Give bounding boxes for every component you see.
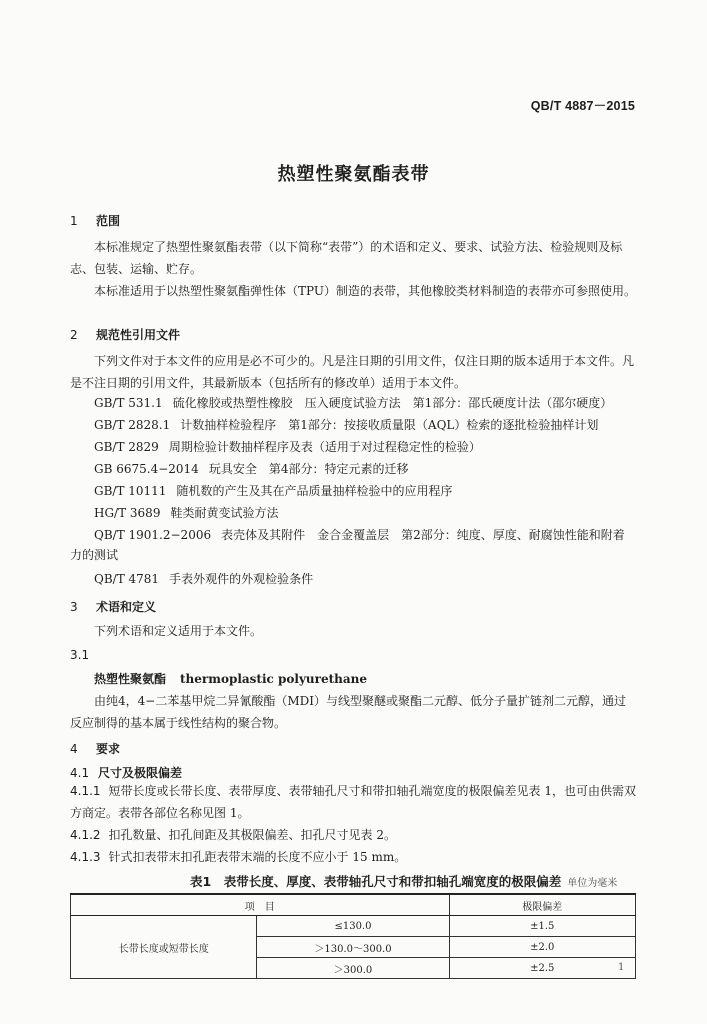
reference-code: GB 6675.4−2014 — [94, 462, 199, 476]
reference-item — [94, 460, 408, 477]
table-cell-tolerance: ±2.0 — [449, 937, 635, 958]
reference-item — [94, 416, 598, 433]
reference-code: QB/T 1901.2−2006 — [94, 528, 212, 542]
standard-code: QB/T 4887－2015 — [530, 99, 635, 113]
table-cell-range: ≤130.0 — [257, 916, 449, 937]
table-1-caption — [190, 872, 617, 890]
section-title: 术语和定义 — [96, 600, 157, 614]
table-header-tolerance: 极限偏差 — [449, 894, 635, 916]
section-title: 范围 — [96, 214, 121, 228]
reference-title: 随机数的产生及其在产品质量抽样检验中的应用程序 — [176, 484, 453, 498]
table-cell-range: ＞300.0 — [257, 958, 449, 979]
reference-item — [94, 482, 452, 499]
clause-title: 尺寸及极限偏差 — [98, 766, 183, 780]
table-cell-tolerance: ±2.5 — [449, 958, 635, 979]
document-title: 热塑性聚氨酯表带 — [277, 164, 430, 185]
reference-item — [94, 570, 313, 587]
reference-title: 硫化橡胶或热塑性橡胶 压入硬度试验方法 第1部分：邵氏硬度计法（邵尔硬度） — [172, 396, 613, 410]
term-english: thermoplastic polyurethane — [180, 672, 368, 686]
clause-number: 4.1 — [70, 766, 90, 780]
reference-item — [94, 504, 278, 521]
reference-title: 玩具安全 第4部分：特定元素的迁移 — [208, 462, 409, 476]
table-header-item: 项 目 — [71, 894, 450, 916]
section-4-heading — [70, 740, 120, 757]
term-chinese: 热塑性聚氨酯 — [94, 672, 167, 686]
reference-title: 鞋类耐黄变试验方法 — [170, 506, 279, 520]
clause-text: 短带长度或长带长度、表带厚度、表带轴孔尺寸和带扣轴孔端宽度的极限偏差见表 1，也可由供需双方商定。表带各部位名称见图 1。 — [70, 784, 636, 820]
scope-paragraph-1: 本标准规定了热塑性聚氨酯表带（以下简称“表带”）的术语和定义、要求、试验方法、检验规则及标志、包装、运输、贮存。 — [70, 240, 623, 276]
table-cell-range: ＞130.0～300.0 — [257, 937, 449, 958]
section-number: 2 — [70, 328, 78, 342]
clause-4-1-3 — [70, 846, 636, 868]
clause-number: 3.1 — [70, 648, 90, 662]
clause-4-1-2 — [70, 824, 636, 846]
reference-item — [94, 526, 625, 543]
reference-title: 手表外观件的外观检验条件 — [169, 572, 314, 586]
table-1 — [70, 893, 636, 979]
references-intro: 下列文件对于本文件的应用是必不可少的。凡是注日期的引用文件，仅注日期的版本适用于本文件。凡是不注日期的引用文件，其最新版本（包括所有的修改单）适用于本文件。 — [70, 354, 635, 390]
reference-code: GB/T 2828.1 — [94, 418, 171, 432]
reference-code: HG/T 3689 — [94, 506, 161, 520]
table-title: 表带长度、厚度、表带轴孔尺寸和带扣轴孔端宽度的极限偏差 — [223, 874, 562, 889]
clause-text: 扣孔数量、扣孔间距及其极限偏差、扣孔尺寸见表 2。 — [108, 828, 396, 842]
table-cell-tolerance: ±1.5 — [449, 916, 635, 937]
reference-code: GB/T 10111 — [94, 484, 167, 498]
reference-title: 表壳体及其附件 金合金覆盖层 第2部分：纯度、厚度、耐腐蚀性能和附着 — [221, 528, 625, 542]
page-number: 1 — [618, 962, 625, 973]
table-label: 表1 — [190, 874, 212, 889]
clause-number: 4.1.3 — [70, 850, 101, 864]
section-3-heading — [70, 598, 156, 615]
clause-text: 针式扣表带末扣孔距表带末端的长度不应小于 15 mm。 — [108, 850, 407, 864]
reference-title: 计数抽样检验程序 第1部分：按接收质量限（AQL）检索的逐批检验抽样计划 — [180, 418, 599, 432]
term-definition: 由纯4，4−二苯基甲烷二异氰酸酯（MDI）与线型聚醚或聚酯二元醇、低分子量扩链剂二元醇，通过反应制得的基本属于线性结构的聚合物。 — [70, 694, 626, 730]
scope-paragraph-2: 本标准适用于以热塑性聚氨酯弹性体（TPU）制造的表带，其他橡胶类材料制造的表带亦可参照使用。 — [94, 284, 636, 298]
terms-intro: 下列术语和定义适用于本文件。 — [94, 624, 263, 638]
reference-title: 周期检验计数抽样程序及表（适用于对过程稳定性的检验） — [168, 440, 481, 454]
table-row — [71, 916, 636, 937]
clause-number: 4.1.1 — [70, 784, 101, 798]
clause-4-1-1 — [70, 780, 636, 824]
reference-continuation: 力的测试 — [70, 548, 119, 562]
reference-code: GB/T 531.1 — [94, 396, 163, 410]
term-entry — [94, 670, 367, 687]
section-number: 4 — [70, 742, 78, 756]
clause-number: 4.1.2 — [70, 828, 101, 842]
table-row-group: 长带长度或短带长度 — [71, 916, 257, 979]
reference-item — [94, 394, 612, 411]
table-unit: 单位为毫米 — [567, 878, 618, 889]
section-title: 规范性引用文件 — [96, 328, 181, 342]
section-number: 3 — [70, 600, 78, 614]
reference-code: GB/T 2829 — [94, 440, 159, 454]
reference-item — [94, 438, 481, 455]
section-title: 要求 — [96, 742, 121, 756]
clause-4-1-heading — [70, 764, 182, 781]
table-header-row — [71, 894, 636, 916]
reference-code: QB/T 4781 — [94, 572, 160, 586]
section-2-heading — [70, 326, 180, 343]
section-1-heading — [70, 212, 120, 229]
section-number: 1 — [70, 214, 78, 228]
